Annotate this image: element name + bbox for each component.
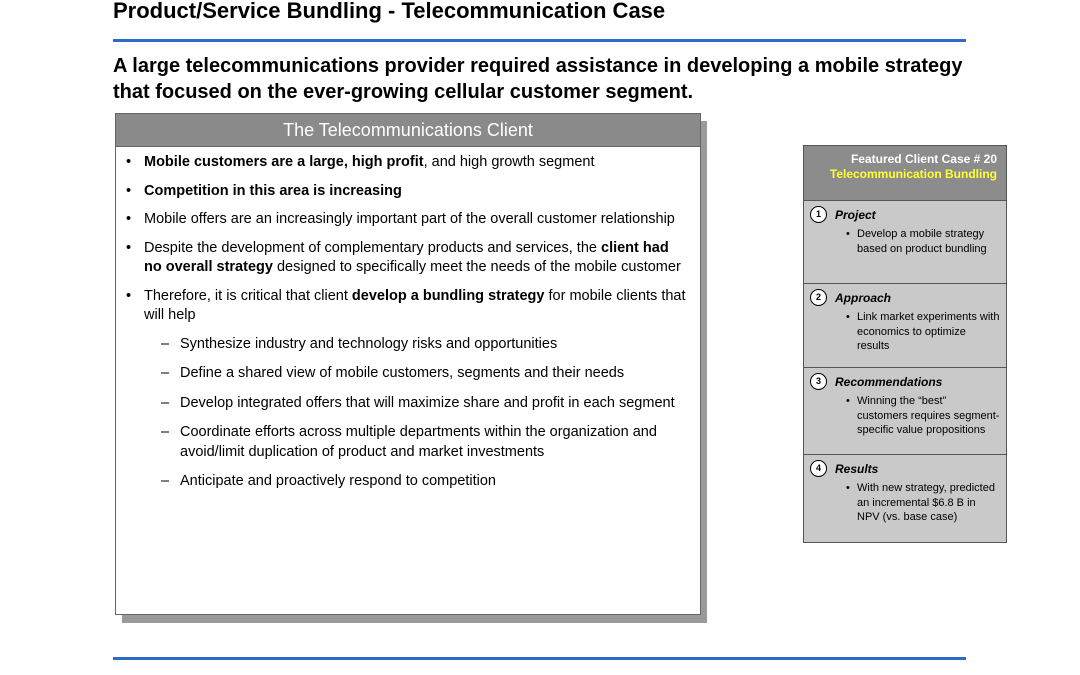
featured-case-panel <box>803 145 1007 543</box>
sub-list-item: – Coordinate efforts across multiple departments within the organization and avoid/limit duplication of product and market investments <box>161 423 690 462</box>
step-number-badge: 1 <box>810 206 827 223</box>
sub-list-item: – Synthesize industry and technology risks and opportunities <box>161 335 690 355</box>
sub-list-item: – Develop integrated offers that will maximize share and profit in each segment <box>161 394 690 414</box>
sub-list-item: – Define a shared view of mobile customers, segments and their needs <box>161 364 690 384</box>
list-item <box>126 153 690 173</box>
sub-list-item: – Anticipate and proactively respond to competition <box>161 472 690 492</box>
bullet-text: designed to specifically meet the needs of the mobile customer <box>272 259 681 275</box>
section-body: • Develop a mobile strategy based on product bundling <box>857 227 1000 256</box>
bullet-bold-text: client had no overall strategy <box>144 239 669 275</box>
bullet-bold-text: Mobile customers are a large, high profit <box>144 154 424 170</box>
bullet-bold-text: develop a bundling strategy <box>351 287 545 304</box>
section-body: • With new strategy, predicted an incremental $6.8 B in NPV (vs. base case) <box>857 481 1000 525</box>
featured-section-approach <box>804 284 1006 368</box>
featured-case-name: Telecommunication Bundling <box>829 167 997 181</box>
step-number-badge: 2 <box>810 289 827 306</box>
bullet-text: , and high growth segment <box>423 154 595 170</box>
section-title: Project <box>835 207 876 222</box>
bullet-text: Therefore, it is critical that client <box>144 287 352 304</box>
list-item <box>126 239 690 278</box>
section-title: Approach <box>835 290 892 305</box>
featured-case-header <box>804 146 1006 201</box>
section-title: Recommendations <box>835 374 943 389</box>
list-item <box>126 182 690 202</box>
featured-section-results <box>804 455 1006 541</box>
featured-case-number: Featured Client Case # 20 <box>850 152 997 166</box>
page-title: Product/Service Bundling - Telecommunication Case <box>113 0 666 23</box>
featured-section-recommendations <box>804 368 1006 455</box>
bullet-text: Mobile offers are an increasingly important part of the overall customer relationship <box>144 211 675 227</box>
step-number-badge: 3 <box>810 373 827 390</box>
section-body: • Winning the “best” customers requires segment-specific value propositions <box>857 394 1000 438</box>
top-divider <box>113 39 966 42</box>
featured-section-project <box>804 201 1006 284</box>
bullet-bold-text: Competition in this area is increasing <box>144 182 402 199</box>
bullet-text: for mobile clients that will help <box>144 287 686 323</box>
client-box <box>115 113 701 615</box>
section-title: Results <box>835 461 879 476</box>
bottom-divider <box>113 657 966 660</box>
list-item <box>126 210 690 230</box>
page-subtitle: A large telecommunications provider required assistance in developing a mobile strategy that focused on the ever-growing cellular customer segment. <box>113 55 963 103</box>
client-box-heading: The Telecommunications Client <box>116 114 700 147</box>
list-item <box>126 287 690 492</box>
bullet-text: Despite the development of complementary products and services, the <box>144 239 601 256</box>
section-body: • Link market experiments with economics to optimize results <box>857 310 1000 354</box>
client-bullet-list <box>116 147 700 492</box>
sub-bullet-list <box>144 335 690 492</box>
step-number-badge: 4 <box>810 460 827 477</box>
